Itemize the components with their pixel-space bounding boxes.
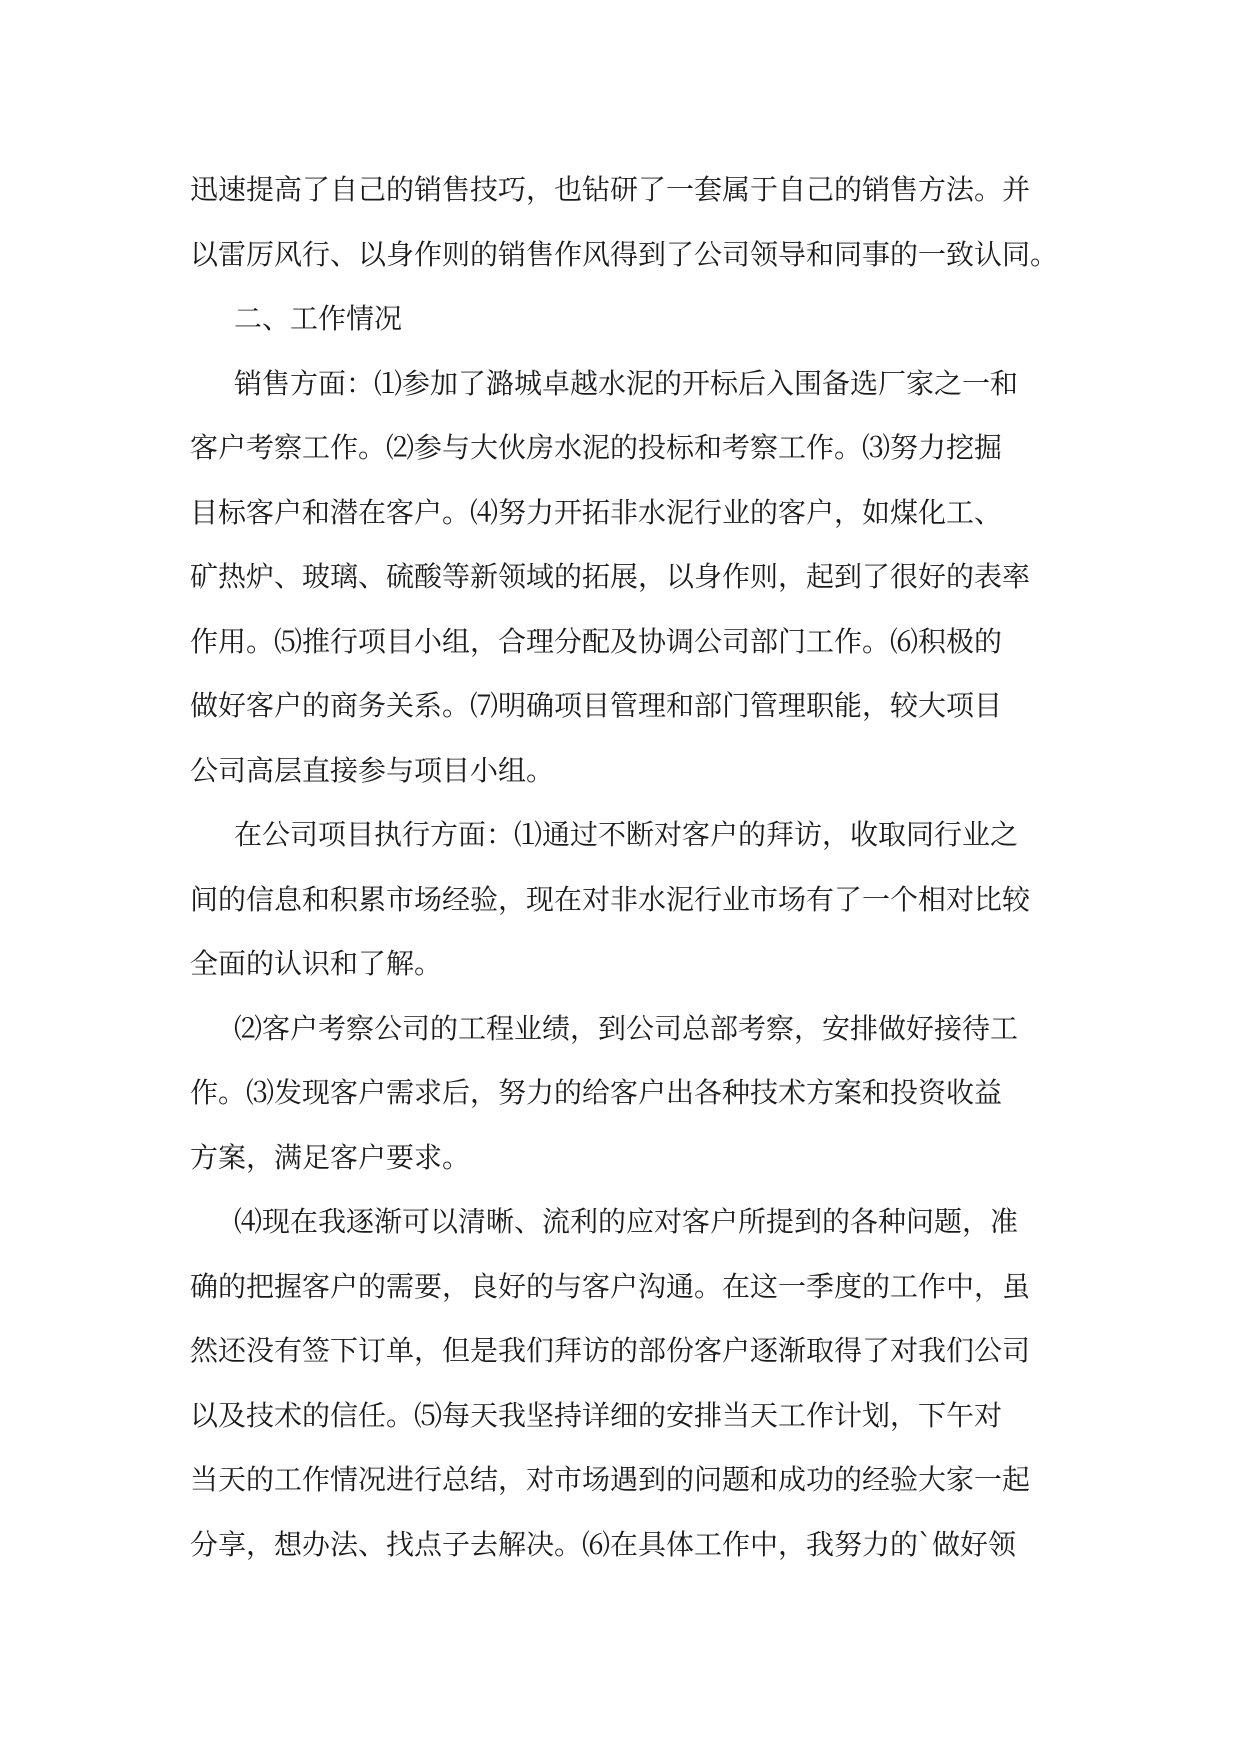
text-line-22: 分享，想办法、找点子去解决。⑹在具体工作中，我努力的`做好领: [190, 1527, 1017, 1561]
text-line-11: 在公司项目执行方面：⑴通过不断对客户的拜访，收取同行业之: [234, 818, 1019, 851]
section-heading: 二、工作情况: [234, 302, 403, 335]
text-line-20: 以及技术的信任。⑸每天我坚持详细的安排当天工作计划，下午对: [190, 1398, 1003, 1432]
text-line-18: 确的把握客户的需要，良好的与客户沟通。在这一季度的工作中，虽: [190, 1269, 1031, 1303]
text-line-15: 作。⑶发现客户需求后，努力的给客户出各种技术方案和投资收益: [190, 1076, 1003, 1109]
text-line-10: 公司高层直接参与项目小组。: [190, 753, 555, 787]
text-line-5: 客户考察工作。⑵参与大伙房水泥的投标和考察工作。⑶努力挖掘: [190, 431, 1003, 464]
text-line-19: 然还没有签下订单，但是我们拜访的部份客户逐渐取得了对我们公司: [190, 1334, 1031, 1367]
document-page: [190, 158, 1060, 1577]
text-line-6: 目标客户和潜在客户。⑷努力开拓非水泥行业的客户，如煤化工、: [190, 495, 1003, 529]
text-line-1: 迅速提高了自己的销售技巧，也钻研了一套属于自己的销售方法。并: [190, 173, 1031, 206]
text-line-7: 矿热炉、玻璃、硫酸等新领域的拓展，以身作则，起到了很好的表率: [190, 560, 1031, 593]
text-line-8: 作用。⑸推行项目小组，合理分配及协调公司部门工作。⑹积极的: [190, 624, 1003, 658]
text-line-9: 做好客户的商务关系。⑺明确项目管理和部门管理职能，较大项目: [190, 689, 1003, 722]
text-line-2: 以雷厉风行、以身作则的销售作风得到了公司领导和同事的一致认同。: [190, 237, 1059, 271]
text-line-13: 全面的认识和了解。: [190, 947, 443, 980]
text-line-14: ⑵客户考察公司的工程业绩，到公司总部考察，安排做好接待工: [234, 1011, 1019, 1045]
text-line-17: ⑷现在我逐渐可以清晰、流利的应对客户所提到的各种问题，准: [234, 1205, 1019, 1238]
text-line-16: 方案，满足客户要求。: [190, 1140, 471, 1174]
text-line-4: 销售方面：⑴参加了潞城卓越水泥的开标后入围备选厂家之一和: [234, 366, 1019, 400]
text-line-21: 当天的工作情况进行总结，对市场遇到的问题和成功的经验大家一起: [190, 1463, 1031, 1496]
text-line-12: 间的信息和积累市场经验，现在对非水泥行业市场有了一个相对比较: [190, 882, 1031, 916]
